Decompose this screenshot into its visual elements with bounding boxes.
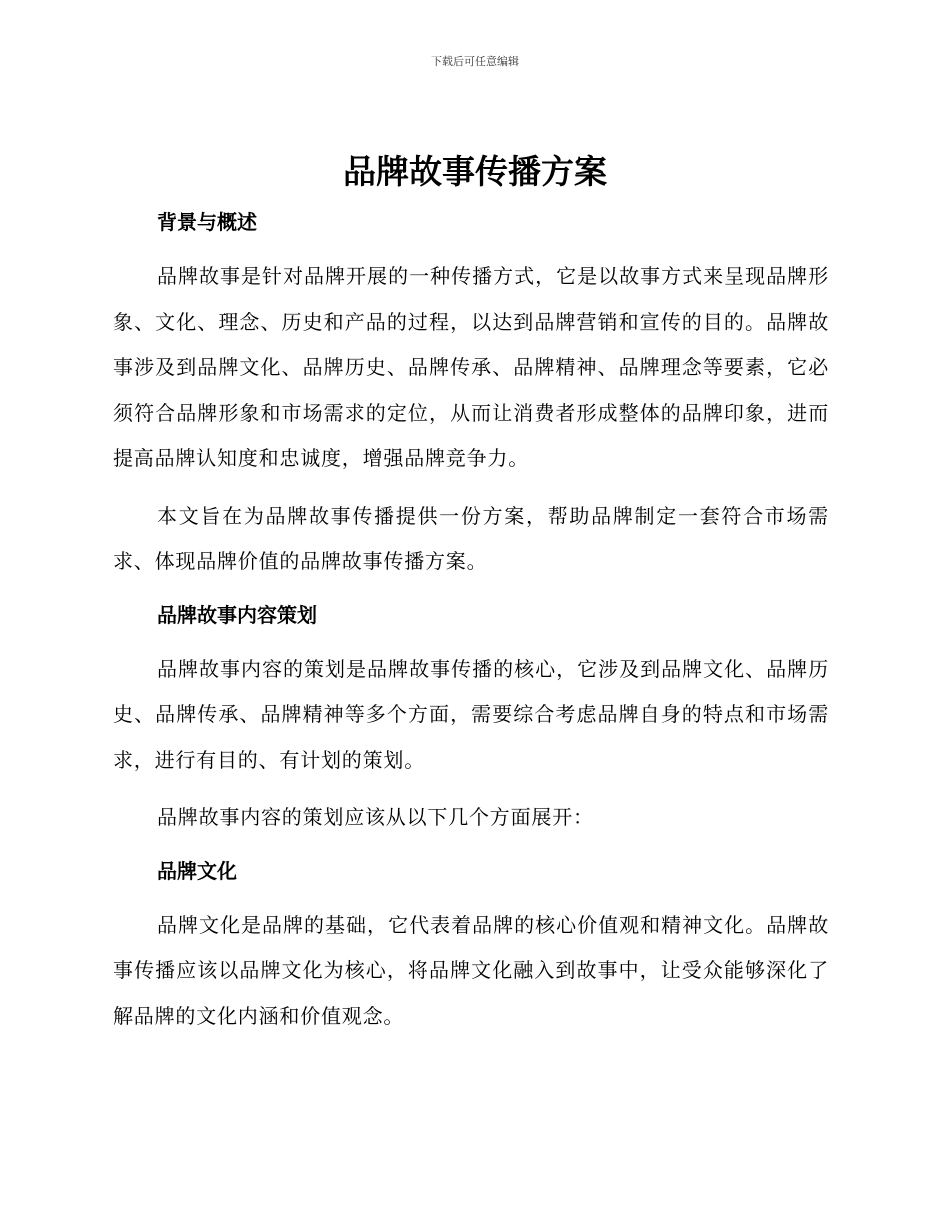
paragraph-background-2: 本文旨在为品牌故事传播提供一份方案，帮助品牌制定一套符合市场需求、体现品牌价值的品牌故事传播方案。 [113,503,829,573]
section-heading-brand-culture: 品牌文化 [157,858,237,883]
paragraph-background-1: 品牌故事是针对品牌开展的一种传播方式，它是以故事方式来呈现品牌形象、文化、理念、历史和产品的过程，以达到品牌营销和宣传的目的。品牌故事涉及到品牌文化、品牌历史、品牌传承、品牌精神、品牌理念等要素，它必须符合品牌形象和市场需求的定位，从而让消费者形成整体的品牌印象，进而提高品牌认知度和忠诚度，增强品牌竞争力。 [113,264,829,470]
document-body [113,204,829,1051]
document-title: 品牌故事传播方案 [343,152,607,191]
paragraph-content-planning-1: 品牌故事内容的策划是品牌故事传播的核心，它涉及到品牌文化、品牌历史、品牌传承、品牌精神等多个方面，需要综合考虑品牌自身的特点和市场需求，进行有目的、有计划的策划。 [113,656,829,772]
section-heading-background: 背景与概述 [157,210,257,234]
section-heading-content-planning: 品牌故事内容策划 [157,602,317,627]
page-header-note: 下载后可任意编辑 [431,55,519,68]
paragraph-content-planning-2: 品牌故事内容的策划应该从以下几个方面展开： [157,805,594,829]
paragraph-brand-culture-1: 品牌文化是品牌的基础，它代表着品牌的核心价值观和精神文化。品牌故事传播应该以品牌文化为核心，将品牌文化融入到故事中，让受众能够深化了解品牌的文化内涵和价值观念。 [113,912,829,1028]
